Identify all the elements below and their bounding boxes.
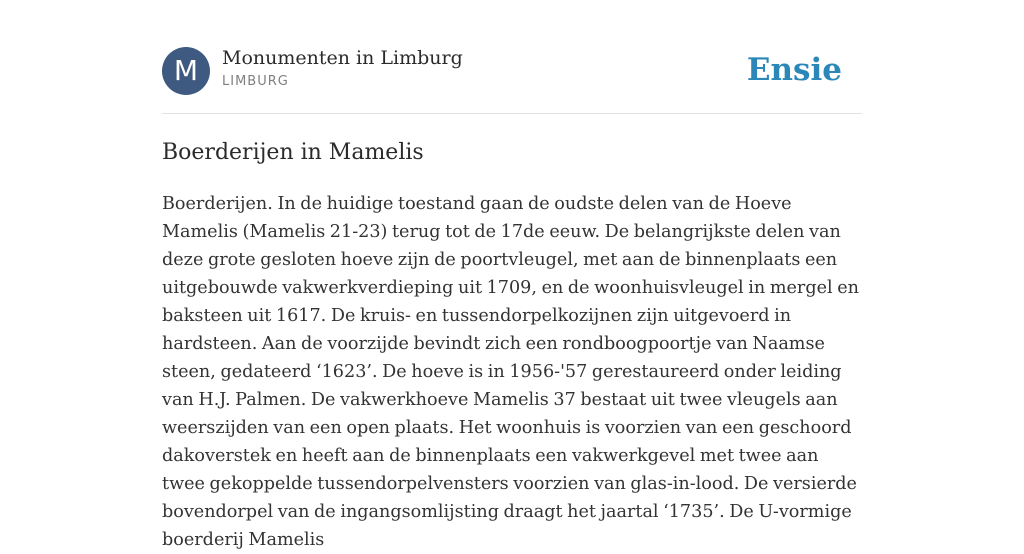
site-header	[162, 46, 862, 96]
ensie-logo[interactable]: Ensie	[746, 52, 842, 88]
site-title[interactable]: Monumenten in Limburg	[222, 47, 463, 69]
article-body: Boerderijen. In de huidige toestand gaan de oudste delen van de Hoeve Mamelis (Mamelis 21-23) terug tot de 17de eeuw. De belangrijkste delen van deze grote gesloten hoeve zijn de poortvleugel, met aan de binnenplaats een uitgebouwde vakwerkverdieping uit 1709, en de woonhuisvleugel in mergel en baksteen uit 1617. De kruis- en tussendorpelkozijnen zijn uitgevoerd in hardsteen. Aan de voorzijde bevindt zich een rondboogpoortje van Naamse steen, gedateerd ‘1623’. De hoeve is in 1956-'57 gerestaureerd onder leiding van H.J. Palmen. De vakwerkhoeve Mamelis 37 bestaat uit twee vleugels aan weerszijden van een open plaats. Het woonhuis is voorzien van een geschoord dakoverstek en heeft aan de binnenplaats een vakwerkgevel met twee aan twee gekoppelde tussendorpelvensters voorzien van glas-in-lood. De versierde bovendorpel van de ingangsomlijsting draagt het jaartal ‘1735’. De U-vormige boerderij Mamelis	[162, 194, 859, 550]
header-divider	[162, 113, 862, 114]
site-category[interactable]: LIMBURG	[222, 74, 289, 89]
article-title: Boerderijen in Mamelis	[162, 140, 424, 165]
site-avatar[interactable]: M	[162, 47, 210, 95]
